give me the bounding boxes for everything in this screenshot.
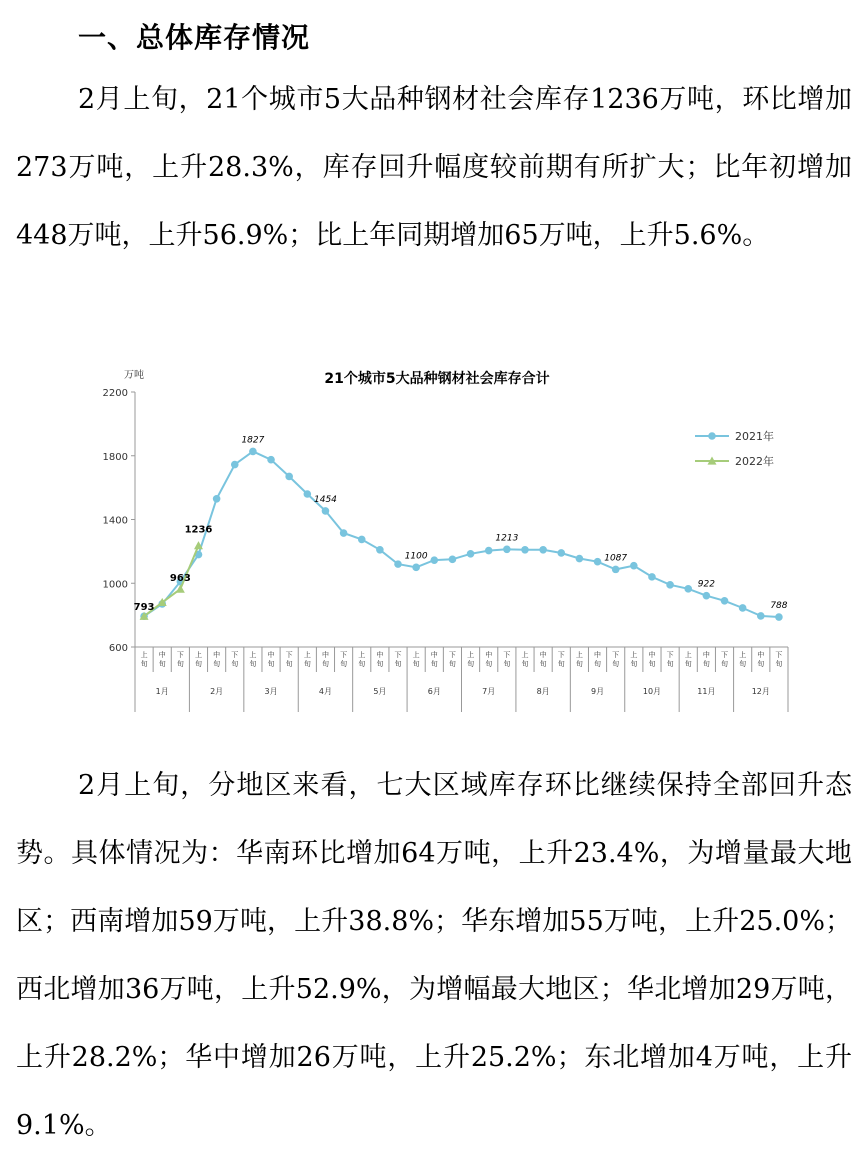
- x-month-label: 10月: [642, 687, 662, 696]
- x-month-label: 6月: [427, 687, 441, 696]
- x-category-label: 下旬: [176, 651, 184, 668]
- x-month-label: 2月: [210, 687, 224, 696]
- chart-title: 21个城市5大品种钢材社会库存合计: [324, 371, 550, 387]
- data-point-marker: [648, 573, 656, 581]
- data-point-marker: [467, 550, 475, 558]
- x-category-label: 上旬: [140, 651, 148, 668]
- x-category-label: 下旬: [612, 651, 620, 668]
- x-category-label: 中旬: [376, 651, 384, 668]
- data-point-marker: [412, 564, 420, 572]
- data-label: 788: [770, 601, 788, 612]
- data-point-marker: [703, 592, 711, 600]
- x-month-label: 8月: [536, 687, 550, 696]
- data-point-marker: [430, 556, 438, 564]
- x-month-label: 12月: [751, 687, 770, 696]
- data-label: 1087: [604, 553, 628, 564]
- x-category-label: 上旬: [412, 651, 420, 668]
- x-category-label: 中旬: [757, 651, 765, 668]
- x-category-label: 中旬: [158, 651, 166, 668]
- data-label: 922: [697, 579, 715, 590]
- data-point-marker: [376, 546, 384, 554]
- data-label: 793: [133, 602, 155, 614]
- legend-marker: [708, 432, 716, 440]
- x-category-label: 下旬: [775, 651, 783, 668]
- x-category-label: 中旬: [213, 651, 221, 668]
- x-category-label: 下旬: [721, 651, 729, 668]
- data-label: 963: [169, 573, 191, 585]
- data-point-marker: [213, 495, 221, 503]
- data-point-marker: [358, 536, 366, 544]
- x-category-label: 中旬: [267, 651, 275, 668]
- x-category-label: 下旬: [503, 651, 511, 668]
- data-point-marker: [739, 604, 747, 612]
- x-category-label: 中旬: [594, 651, 602, 668]
- data-point-marker: [394, 560, 402, 568]
- x-category-label: 中旬: [702, 651, 710, 668]
- inventory-line-chart: [102, 360, 810, 720]
- x-category-label: 上旬: [249, 651, 257, 668]
- x-category-label: 上旬: [358, 651, 366, 668]
- data-label: 1100: [404, 551, 428, 562]
- x-category-label: 上旬: [684, 651, 692, 668]
- data-point-marker: [721, 597, 729, 605]
- x-category-label: 中旬: [539, 651, 547, 668]
- data-label: 1213: [495, 533, 519, 544]
- data-point-marker: [449, 556, 457, 564]
- y-tick-label: 1400: [102, 515, 128, 527]
- x-month-label: 11月: [697, 687, 716, 696]
- legend-label: 2021年: [735, 430, 774, 443]
- legend-label: 2022年: [735, 455, 774, 468]
- x-category-label: 下旬: [557, 651, 565, 668]
- x-month-label: 4月: [318, 687, 333, 696]
- section-heading: 一、总体库存情况: [78, 21, 311, 54]
- data-point-marker: [521, 546, 529, 554]
- y-tick-label: 2200: [102, 388, 128, 399]
- x-category-label: 下旬: [448, 651, 456, 668]
- data-point-marker: [285, 473, 293, 481]
- data-point-marker: [304, 490, 312, 498]
- data-point-marker: [557, 549, 565, 557]
- x-category-label: 上旬: [521, 651, 529, 668]
- x-category-label: 上旬: [630, 651, 638, 668]
- data-point-marker: [485, 547, 493, 555]
- paragraph-summary: 2月上旬，21个城市5大品种钢材社会库存1236万吨，环比增加273万吨，上升28.3%，库存回升幅度较前期有所扩大；比年初增加448万吨，上升56.9%；比上年同期增加65万吨，上升5.6%。: [16, 84, 852, 251]
- data-label: 1236: [184, 524, 213, 536]
- x-category-label: 上旬: [303, 651, 311, 668]
- data-point-marker: [594, 558, 602, 566]
- x-category-label: 下旬: [231, 651, 239, 668]
- data-point-marker: [612, 566, 620, 574]
- x-category-label: 上旬: [194, 651, 202, 668]
- data-point-marker: [630, 562, 638, 570]
- paragraph-regional: 2月上旬，分地区来看，七大区域库存环比继续保持全部回升态势。具体情况为：华南环比增加64万吨，上升23.4%，为增量最大地区；西南增加59万吨，上升38.8%；华东增加55万吨，上升25.0%；西北增加36万吨，上升52.9%，为增幅最大地区；华北增加29万吨，上升28.2%；华中增加26万吨，上升25.2%；东北增加4万吨，上升9.1%。: [16, 770, 852, 1141]
- x-category-label: 上旬: [575, 651, 583, 668]
- y-axis-unit-label: 万吨: [124, 370, 144, 381]
- data-point-marker: [539, 546, 547, 554]
- data-point-marker: [340, 529, 348, 537]
- data-point-marker: [267, 456, 275, 464]
- x-month-label: 5月: [373, 687, 387, 696]
- x-category-label: 上旬: [739, 651, 747, 668]
- x-category-label: 下旬: [394, 651, 402, 668]
- data-point-marker: [231, 461, 239, 469]
- y-tick-label: 1800: [102, 451, 128, 463]
- data-label: 1454: [314, 494, 337, 505]
- data-point-marker: [757, 612, 765, 620]
- data-point-marker: [503, 546, 511, 554]
- y-tick-label: 1000: [102, 579, 128, 591]
- x-month-label: 3月: [264, 687, 278, 696]
- data-point-marker: [249, 448, 257, 456]
- data-point-marker: [684, 585, 692, 593]
- x-category-label: 上旬: [467, 651, 475, 668]
- data-label: 1827: [241, 435, 265, 446]
- x-category-label: 中旬: [485, 651, 493, 668]
- chart-axes: [103, 388, 788, 712]
- x-category-label: 中旬: [321, 651, 329, 668]
- x-category-label: 下旬: [285, 651, 293, 668]
- data-point-marker: [775, 613, 783, 621]
- y-tick-label: 600: [108, 643, 128, 654]
- data-point-marker: [576, 555, 584, 563]
- x-month-label: 7月: [482, 687, 496, 696]
- series-line-2021年: [144, 451, 779, 617]
- x-category-label: 下旬: [340, 651, 348, 668]
- x-category-label: 中旬: [430, 651, 438, 668]
- data-point-marker: [322, 507, 330, 515]
- data-point-marker: [666, 581, 674, 589]
- x-month-label: 1月: [155, 687, 169, 696]
- chart-legend: [695, 429, 774, 468]
- x-category-label: 中旬: [648, 651, 656, 668]
- chart-series-layer: [140, 448, 783, 621]
- x-month-label: 9月: [590, 687, 605, 696]
- x-category-label: 下旬: [666, 651, 674, 668]
